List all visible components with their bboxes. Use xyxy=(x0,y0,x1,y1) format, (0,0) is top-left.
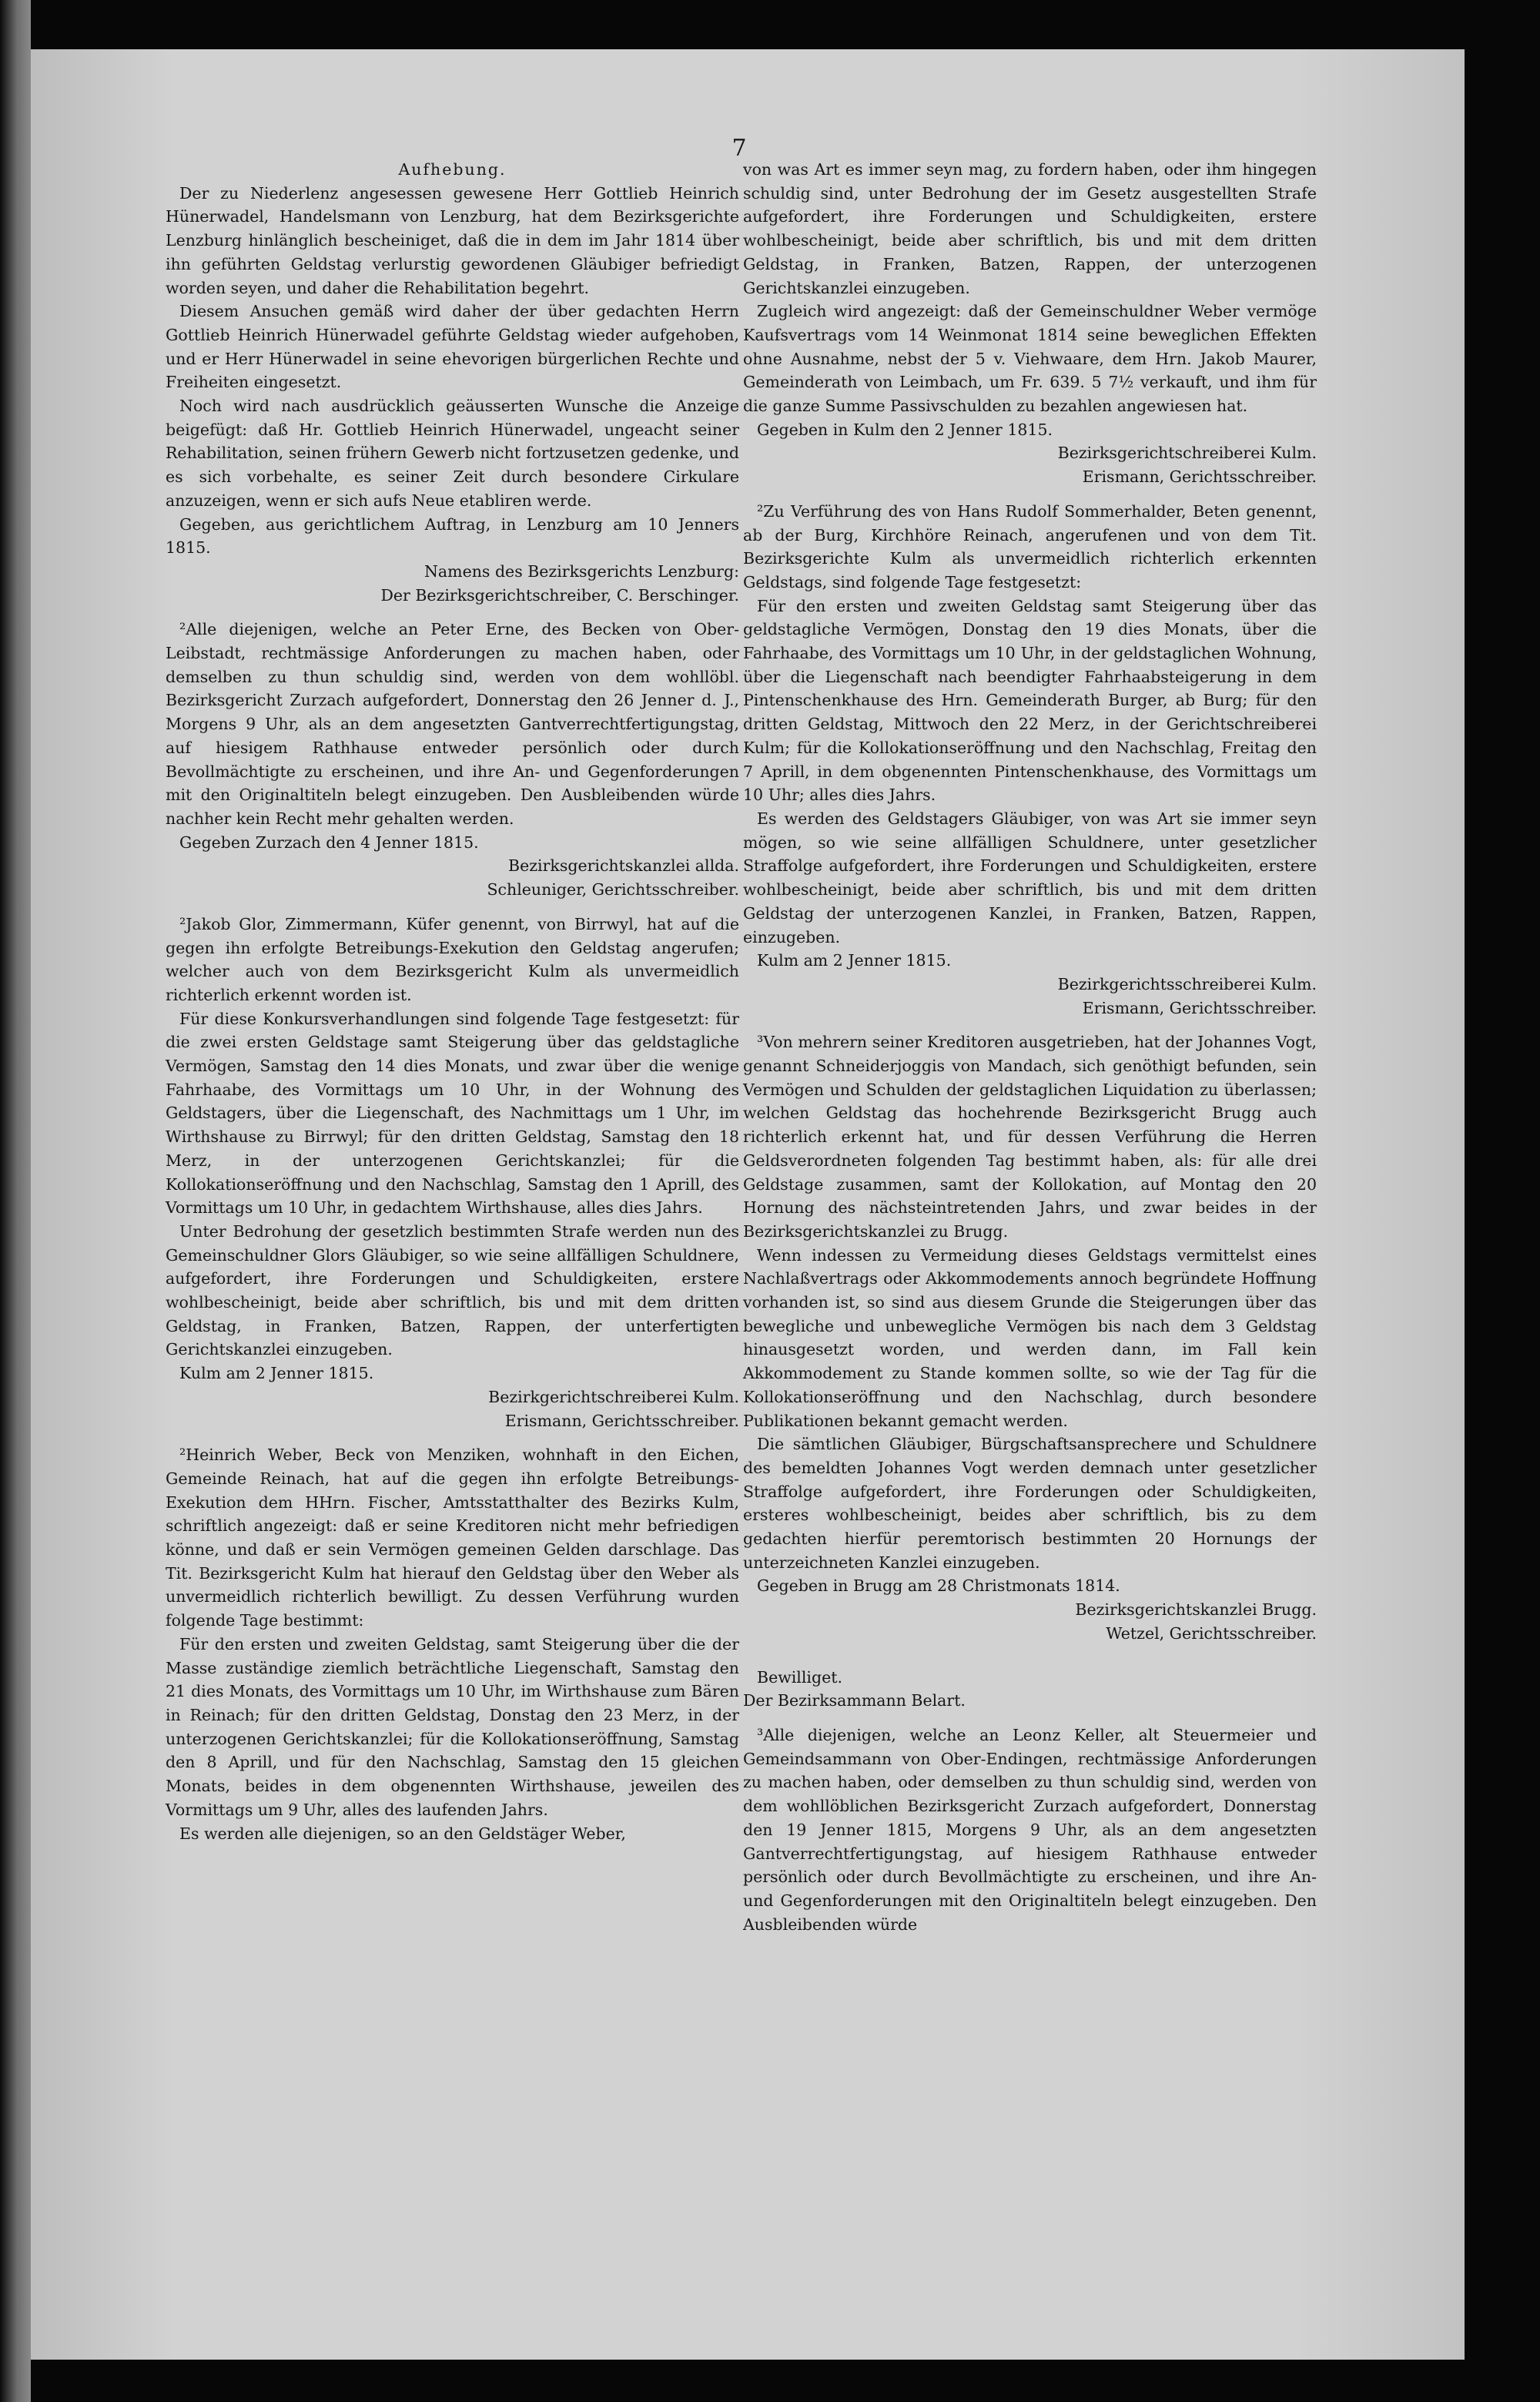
approval-note: Bewilliget. xyxy=(757,1667,842,1687)
notice-paragraph: ²Alle diejenigen, welche an Peter Erne, des Becken von Ober-Leibstadt, rechtmässige Anforderungen zu machen haben, oder demselben zu thun schuldig sind, werden von dem wohllöbl. Bezirksgericht Zurzach aufgefordert, Donnerstag den 26 Jenner d. J., Morgens 9 Uhr, als an dem angesetzten Gantverrechtfertigungstag, auf hiesigem Rathhause entweder persönlich oder durch Bevollmächtigte zu erscheinen, und ihre An- und Gegenforderungen mit den Originaltiteln belegt einzugeben. Den Ausbleibenden würde nachher kein Recht mehr gehalten werden. xyxy=(166,620,739,828)
notice-paragraph: Der zu Niederlenz angesessen gewesene Herr Gottlieb Heinrich Hünerwadel, Handelsmann von Lenzburg, hat dem Bezirksgerichte Lenzburg hinlänglich bescheiniget, daß die in dem im Jahr 1814 über ihn geführten Geldstag verlurstig gewordenen Gläubiger befriedigt worden seyen, und daher die Rehabilitation begehrt. xyxy=(166,183,739,297)
notice-signature: Erismann, Gerichtsschreiber. xyxy=(504,1411,739,1430)
notice-paragraph: Noch wird nach ausdrücklich geäusserten Wunsche die Anzeige beigefügt: daß Hr. Gottlieb Heinrich Hünerwadel, ungeacht seiner Rehabilitation, seinen frühern Gewerb nicht fortzusetzen gedenke, und es sich vorbehalte, es seiner Zeit durch besondere Cirkulare anzuzeigen, wenn er sich aufs Neue etabliren werde. xyxy=(166,397,739,510)
notice-paragraph: von was Art es immer seyn mag, zu fordern haben, oder ihm hingegen schuldig sind, unter Bedrohung der im Gesetz ausgestellten Strafe aufgefordert, ihre Forderungen und Schuldigkeiten, erstere wohlbescheinigt, beide aber schriftlich, bis und mit dem dritten Geldstag, in Franken, Batzen, Rappen, der unterzogenen Gerichtskanzlei einzugeben. xyxy=(743,160,1317,297)
notice-signature: Wetzel, Gerichtsschreiber. xyxy=(1106,1623,1317,1643)
notice-signature: Bezirksgerichtskanzlei allda. xyxy=(508,856,739,876)
notice-signature: Schleuniger, Gerichtsschreiber. xyxy=(487,880,739,899)
notice-paragraph: ²Heinrich Weber, Beck von Menziken, wohnhaft in den Eichen, Gemeinde Reinach, hat auf die gegen ihn erfolgte Betreibungs-Exekution dem HHrn. Fischer, Amtsstatthalter des Bezirks Kulm, schriftlich angezeigt: daß er seine Kreditoren nicht mehr befriedigen könne, und daß er sein Vermögen gemeinen Gelden darschlage. Das Tit. Bezirksgericht Kulm hat hierauf den Geldstag über den Weber als unvermeidlich richterlich bewilligt. Zu dessen Verführung wurden folgende Tage bestimmt: xyxy=(166,1446,739,1630)
notice-heading: Aufhebung. xyxy=(398,160,507,179)
notice-paragraph: Diesem Ansuchen gemäß wird daher der über gedachten Herrn Gottlieb Heinrich Hünerwadel geführte Geldstag wieder aufgehoben, und er Herr Hünerwadel in seine ehevorigen bürgerlichen Rechte und Freiheiten eingesetzt. xyxy=(166,302,739,392)
notice-paragraph: Es werden des Geldstagers Gläubiger, von was Art sie immer seyn mögen, so wie seine allfälligen Schuldnere, unter gesetzlicher Straffolge aufgefordert, ihre Forderungen und Schuldigkeiten, erstere wohlbescheinigt, beide aber schriftlich, bis und mit dem dritten Geldstag der unterzogenen Kanzlei, in Franken, Batzen, Rappen, einzugeben. xyxy=(743,809,1317,946)
notice-paragraph: Zugleich wird angezeigt: daß der Gemeinschuldner Weber vermöge Kaufsvertrags vom 14 Weinmonat 1814 seine beweglichen Effekten ohne Ausnahme, nebst der 5 v. Viehwaare, dem Hrn. Jakob Maurer, Gemeinderath von Leimbach, um Fr. 639. 5 7½ verkauft, und ihm für die ganze Summe Passivschulden zu bezahlen angewiesen hat. xyxy=(743,302,1317,416)
notice-paragraph: ³Alle diejenigen, welche an Leonz Keller, alt Steuermeier und Gemeindsammann von Ober-Endingen, rechtmässige Anforderungen zu machen haben, oder demselben zu thun schuldig sind, werden von dem wohllöblichen Bezirksgericht Zurzach aufgefordert, Donnerstag den 19 Jenner 1815, Morgens 9 Uhr, als an dem angesetzten Gantverrechtfertigungstag, auf hiesigem Rathhause entweder persönlich oder durch Bevollmächtigte zu erscheinen, und ihre An- und Gegenforderungen mit den Originaltiteln belegt einzugeben. Den Ausbleibenden würde xyxy=(743,1726,1317,1934)
notice-signature: Bezirkgerichtschreiberei Kulm. xyxy=(488,1387,739,1406)
notice-date: Gegeben Zurzach den 4 Jenner 1815. xyxy=(179,832,479,852)
notice-date: Kulm am 2 Jenner 1815. xyxy=(757,951,952,970)
notice-signature: Namens des Bezirksgerichts Lenzburg: xyxy=(424,561,739,581)
notice-signature: Der Bezirksgerichtschreiber, C. Berschinger. xyxy=(380,585,739,605)
notice-paragraph: Wenn indessen zu Vermeidung dieses Geldstags vermittelst eines Nachlaßvertrags oder Akkommodements annoch begründete Hoffnung vorhanden ist, so sind aus diesem Grunde die Steigerungen über das bewegliche und unbewegliche Vermögen bis nach dem 3 Geldstag hinausgesetzt worden, und werden dann, im Fall kein Akkommodement zu Stande kommen sollte, so wie der Tag für die Kollokationseröffnung und den Nachschlag, durch besondere Publikationen bekannt gemacht werden. xyxy=(743,1245,1317,1430)
approval-signature: Der Bezirksammann Belart. xyxy=(743,1691,966,1710)
notice-signature: Erismann, Gerichtsschreiber. xyxy=(1082,467,1317,487)
notice-signature: Bezirksgerichtskanzlei Brugg. xyxy=(1075,1600,1317,1620)
notice-paragraph: ²Zu Verführung des von Hans Rudolf Sommerhalder, Beten genennt, ab der Burg, Kirchhöre Reinach, angerufenen und von dem Tit. Bezirksgerichte Kulm als unvermeidlich richterlich erkennten Geldstags, sind folgende Tage festgesetzt: xyxy=(743,501,1317,591)
scan-left-edge xyxy=(0,0,31,2402)
notice-paragraph: Unter Bedrohung der gesetzlich bestimmten Strafe werden nun des Gemeinschuldner Glors Gläubiger, so wie seine allfälligen Schuldnere, aufgefordert, ihre Forderungen und Schuldigkeiten, erstere wohlbescheinigt, beide aber schriftlich, bis und mit dem dritten Geldstag, in Franken, Batzen, Rappen, der unterfertigten Gerichtskanzlei einzugeben. xyxy=(166,1221,739,1359)
notice-paragraph: ²Jakob Glor, Zimmermann, Küfer genennt, von Birrwyl, hat auf die gegen ihn erfolgte Betreibungs-Exekution den Geldstag angerufen; welcher auch von dem Bezirksgericht Kulm als unvermeidlich richterlich erkennt worden ist. xyxy=(166,914,739,1004)
notice-paragraph: Für diese Konkursverhandlungen sind folgende Tage festgesetzt: für die zwei ersten Geldstage samt Steigerung über das geldstagliche Vermögen, Samstag den 14 dies Monats, und zwar über die wenige Fahrhaabe, des Vormittags um 10 Uhr, in der Wohnung des Geldstagers, über die Liegenschaft, des Nachmittags um 1 Uhr, im Wirthshause zu Birrwyl; für den dritten Geldstag, Samstag den 18 Merz, in der unterzogenen Gerichtskanzlei; für die Kollokationseröffnung und den Nachschlag, Samstag den 1 Aprill, des Vormittags um 10 Uhr, in gedachtem Wirthshause, alles dies Jahrs. xyxy=(166,1009,739,1218)
left-column xyxy=(166,158,739,1845)
notice-date: Gegeben in Kulm den 2 Jenner 1815. xyxy=(757,420,1053,439)
right-column xyxy=(743,158,1317,1936)
notice-paragraph: Für den ersten und zweiten Geldstag, samt Steigerung über die der Masse zuständige ziemlich beträchtliche Liegenschaft, Samstag den 21 dies Monats, des Vormittags um 10 Uhr, im Wirthshause zum Bären in Reinach; für den dritten Geldstag, Donstag den 23 Merz, in der unterzogenen Gerichtskanzlei; für die Kollokationseröffnung, Samstag den 8 Aprill, und für den Nachschlag, Samstag den 15 gleichen Monats, beides in dem obgenennten Wirthshause, jeweilen des Vormittags um 9 Uhr, alles des laufenden Jahrs. xyxy=(166,1634,739,1819)
notice-signature: Erismann, Gerichtsschreiber. xyxy=(1082,998,1317,1017)
notice-paragraph: Es werden alle diejenigen, so an den Geldstäger Weber, xyxy=(179,1824,626,1843)
notice-paragraph: ³Von mehrern seiner Kreditoren ausgetrieben, hat der Johannes Vogt, genannt Schneiderjoggis von Mandach, sich genöthigt befunden, sein Vermögen und Schulden der geldstaglichen Liquidation zu überlassen; welchen Geldstag das hochehrende Bezirksgericht Brugg auch richterlich erkennt hat, und für dessen Verführung die Herren Geldsverordneten folgenden Tag bestimmt haben, als: für alle drei Geldstage zusammen, samt der Kollokation, auf Montag den 20 Hornung des nächsteintretenden Jahrs, und zwar beides in der Bezirksgerichtskanzlei zu Brugg. xyxy=(743,1033,1317,1241)
notice-date: Gegeben in Brugg am 28 Christmonats 1814. xyxy=(757,1576,1120,1596)
notice-date: Gegeben, aus gerichtlichem Auftrag, in Lenzburg am 10 Jenners 1815. xyxy=(166,514,739,558)
notice-signature: Bezirksgerichtschreiberei Kulm. xyxy=(1057,444,1317,463)
notice-paragraph: Für den ersten und zweiten Geldstag samt Steigerung über das geldstagliche Vermögen, Donstag den 19 dies Monats, über die Fahrhaabe, des Vormittags um 10 Uhr, in der geldstaglichen Wohnung, über die Liegenschaft nach beendigter Fahrhaabsteigerung in dem Pintenschenkhause des Hrn. Gemeinderath Burger, ab Burg; für den dritten Geldstag, Mittwoch den 22 Merz, in der Gerichtschreiberei Kulm; für die Kollokationseröffnung und den Nachschlag, Freitag den 7 Aprill, in dem obgenennten Pintenschenkhause, des Vormittags um 10 Uhr; alles dies Jahrs. xyxy=(743,596,1317,805)
notice-signature: Bezirkgerichtsschreiberei Kulm. xyxy=(1057,974,1317,993)
notice-date: Kulm am 2 Jenner 1815. xyxy=(179,1364,374,1383)
page-number: 7 xyxy=(732,135,747,162)
notice-paragraph: Die sämtlichen Gläubiger, Bürgschaftsansprechere und Schuldnere des bemeldten Johannes Vogt werden demnach unter gesetzlicher Straffolge aufgefordert, ihre Forderungen oder Schuldigkeiten, ersteres wohlbescheinigt, beides aber schriftlich, bis zu dem gedachten hierfür peremtorisch bestimmten 20 Hornungs der unterzeichneten Kanzlei einzugeben. xyxy=(743,1435,1317,1572)
